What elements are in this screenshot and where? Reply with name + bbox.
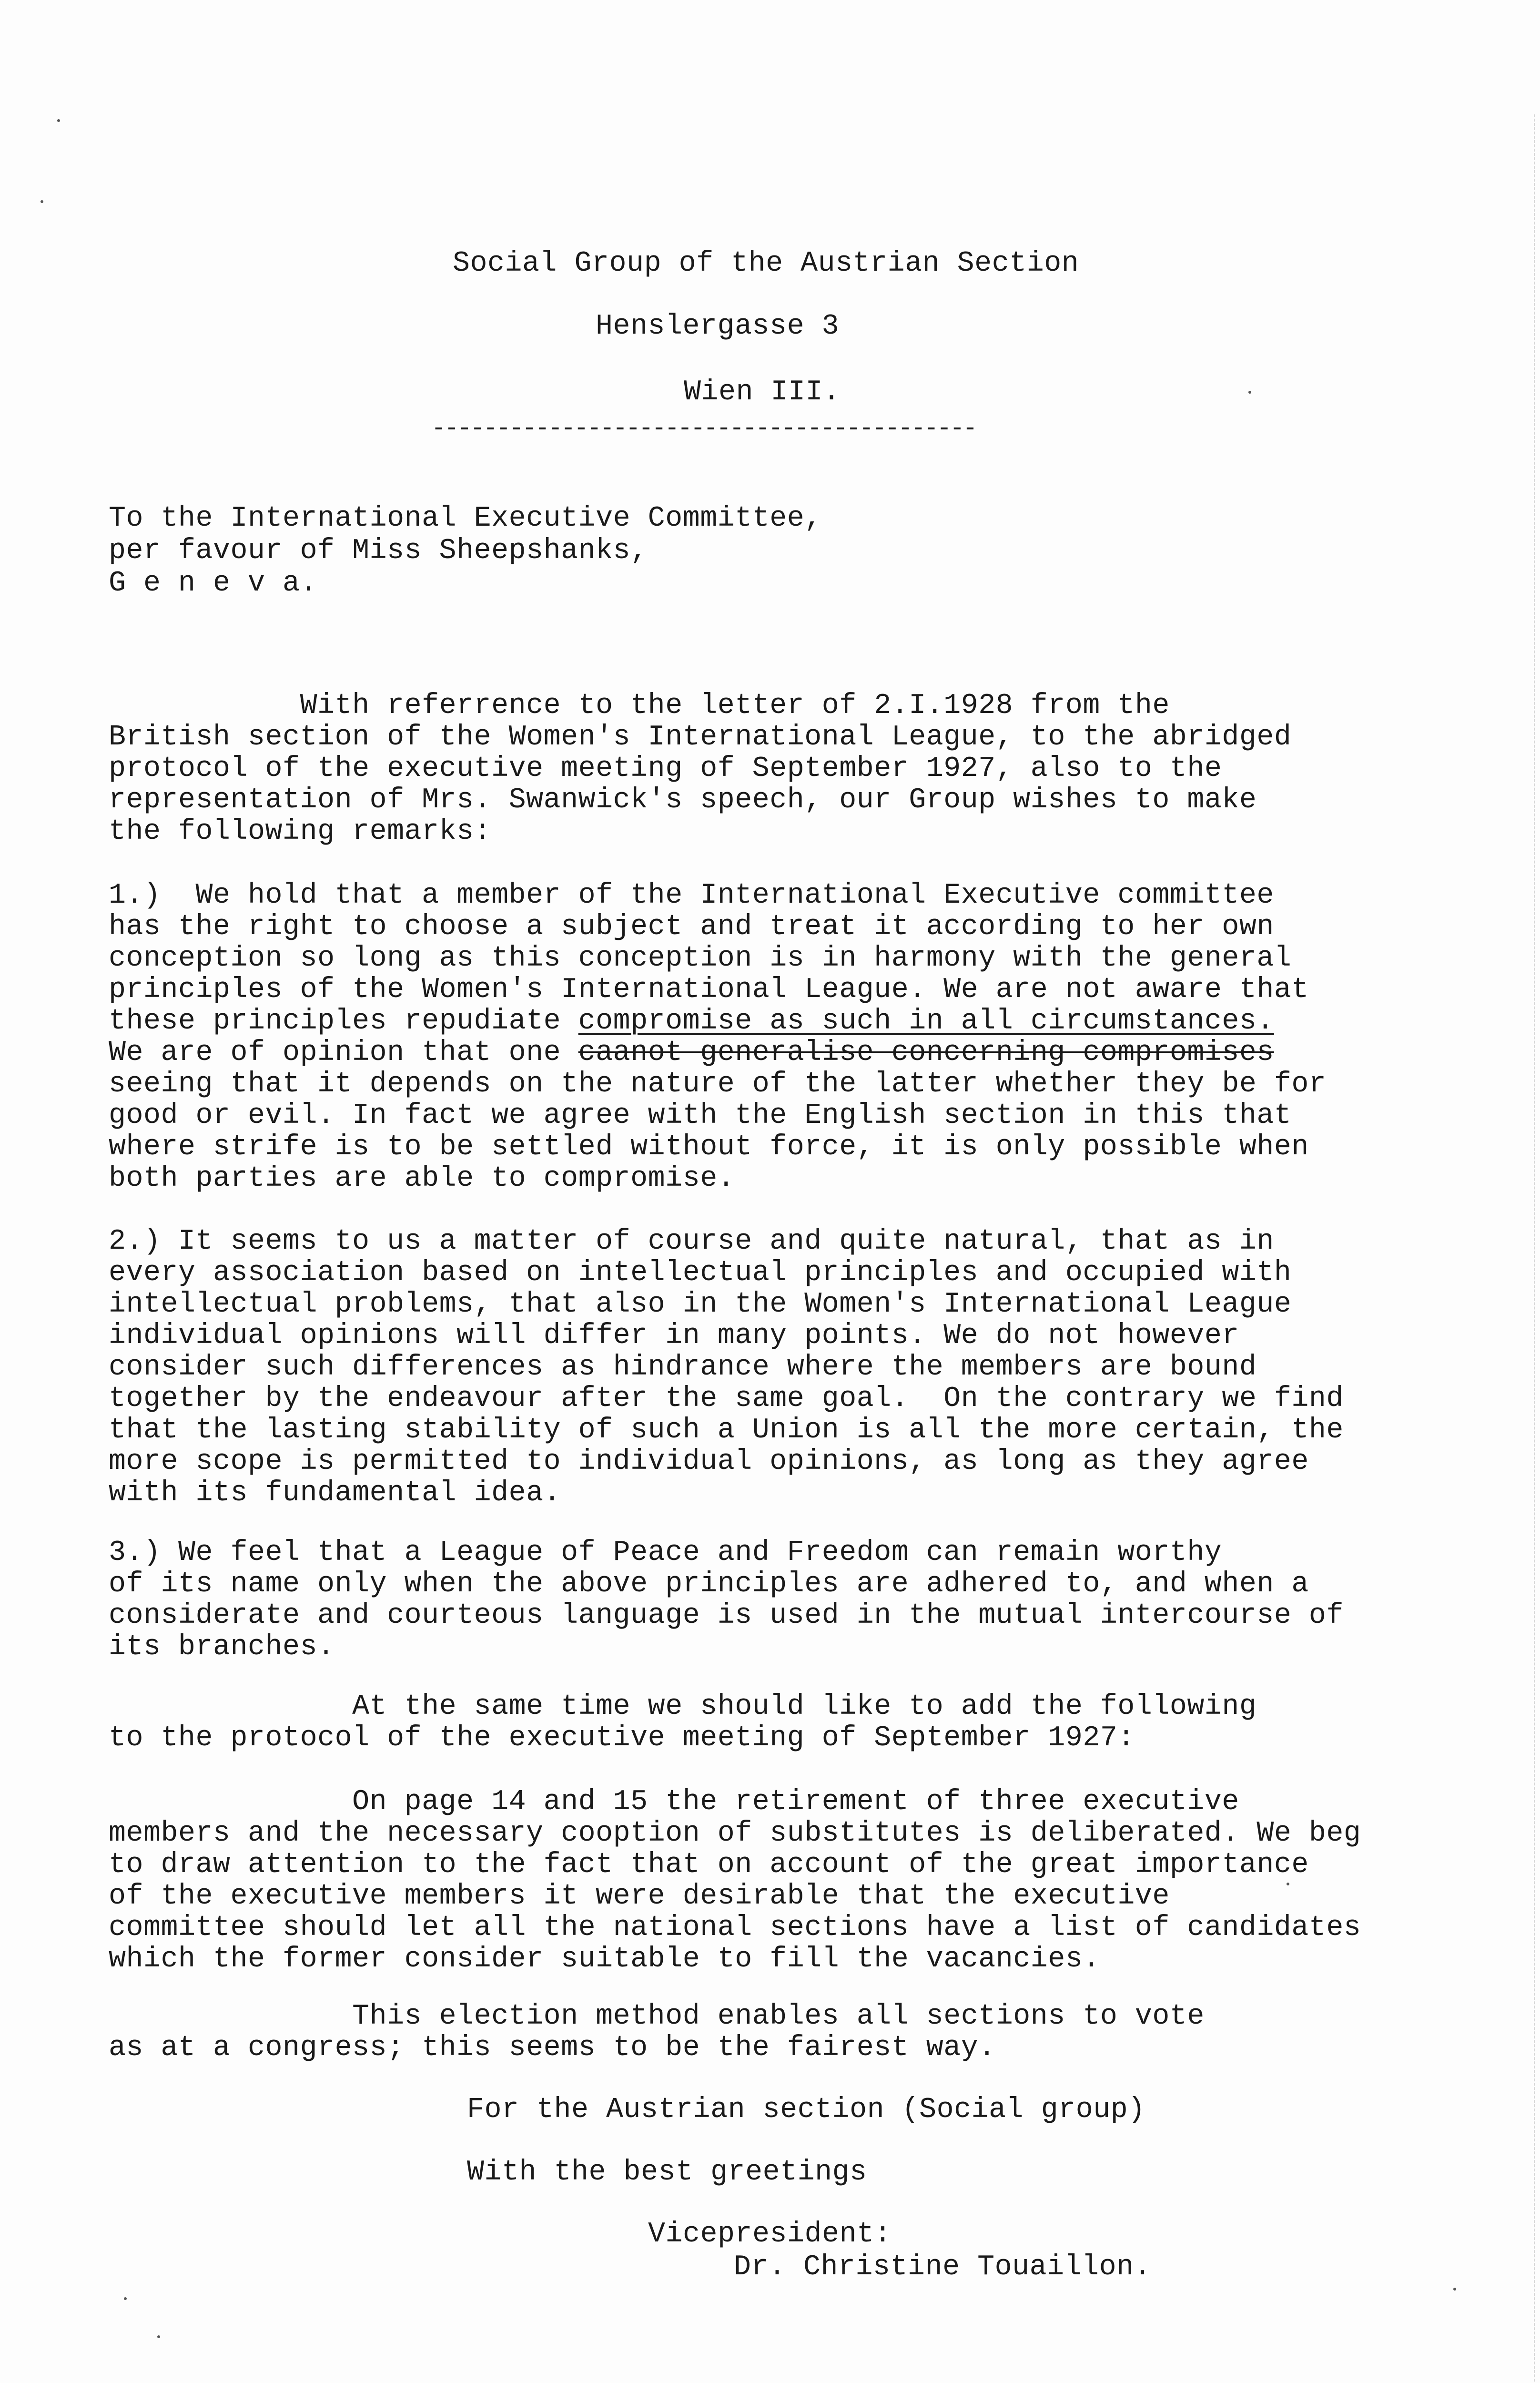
- page-note-line: committee should let all the national sections have a list of candidates: [109, 1912, 1361, 1944]
- election-line: This election method enables all sections to vote: [109, 2000, 1205, 2033]
- underlined-phrase: compromise as such in all circumstances.: [578, 1005, 1274, 1038]
- page-note-line: members and the necessary cooption of substitutes is deliberated. We beg: [109, 1817, 1361, 1850]
- point1-line: [109, 1037, 1274, 1069]
- point2-line: 2.) It seems to us a matter of course and quite natural, that as in: [109, 1225, 1274, 1258]
- election-line: as at a congress; this seems to be the fairest way.: [109, 2032, 996, 2064]
- closing-for-line: For the Austrian section (Social group): [467, 2094, 1145, 2126]
- header-street: Henslergasse 3: [596, 310, 840, 343]
- struck-phrase: caanot generalise concerning compromises: [578, 1037, 1274, 1069]
- point2-line: individual opinions will differ in many points. We do not however: [109, 1320, 1239, 1352]
- page-note-line: which the former consider suitable to fill the vacancies.: [109, 1943, 1100, 1976]
- closing-greeting: With the best greetings: [467, 2156, 867, 2189]
- scan-speck: [157, 2335, 160, 2338]
- point2-line: with its fundamental idea.: [109, 1477, 561, 1509]
- point3-line: its branches.: [109, 1631, 335, 1663]
- point3-line: considerate and courteous language is used in the mutual intercourse of: [109, 1599, 1344, 1632]
- point3-line: 3.) We feel that a League of Peace and Freedom can remain worthy: [109, 1537, 1222, 1569]
- intro-line: British section of the Women's International League, to the abridged: [109, 721, 1292, 754]
- point1-line: principles of the Women's International League. We are not aware that: [109, 974, 1309, 1006]
- point1-line: good or evil. In fact we agree with the English section in this that: [109, 1100, 1292, 1132]
- intro-line: representation of Mrs. Swanwick's speech, our Group wishes to make: [109, 784, 1257, 816]
- scan-speck: [41, 200, 43, 203]
- address-line-3: G e n e v a.: [109, 567, 318, 600]
- point1-line: [109, 1006, 1274, 1037]
- point3-line: of its name only when the above principles are adhered to, and when a: [109, 1568, 1309, 1600]
- point1-line: conception so long as this conception is in harmony with the general: [109, 942, 1292, 975]
- point2-line: more scope is permitted to individual opinions, as long as they agree: [109, 1446, 1309, 1478]
- scan-speck: [1248, 391, 1251, 394]
- scan-speck: [124, 2297, 127, 2300]
- scan-speck: [1453, 2288, 1456, 2291]
- scan-speck: [1287, 1883, 1289, 1885]
- header-city: Wien III.: [684, 376, 841, 408]
- addendum-line: At the same time we should like to add the following: [109, 1691, 1257, 1723]
- header-title: Social Group of the Austrian Section: [453, 247, 1079, 280]
- point2-line: together by the endeavour after the same goal. On the contrary we find: [109, 1383, 1344, 1415]
- point1-line: 1.) We hold that a member of the International Executive committee: [109, 879, 1274, 912]
- addendum-line: to the protocol of the executive meeting of September 1927:: [109, 1722, 1135, 1754]
- intro-line: With referrence to the letter of 2.I.1928 from the: [109, 690, 1170, 722]
- point1-line: seeing that it depends on the nature of the latter whether they be for: [109, 1068, 1327, 1100]
- point2-line: consider such differences as hindrance where the members are bound: [109, 1351, 1257, 1384]
- point2-line: every association based on intellectual principles and occupied with: [109, 1257, 1292, 1289]
- point1-line: where strife is to be settled without force, it is only possible when: [109, 1131, 1309, 1163]
- address-line-1: To the International Executive Committee,: [109, 502, 822, 535]
- point1-text: these principles repudiate: [109, 1005, 578, 1038]
- point1-line: both parties are able to compromise.: [109, 1162, 735, 1195]
- point2-line: that the lasting stability of such a Union is all the more certain, the: [109, 1414, 1344, 1446]
- header-rule: ------------------------------------------: [431, 415, 976, 443]
- intro-line: protocol of the executive meeting of September 1927, also to the: [109, 753, 1222, 785]
- scan-speck: [57, 119, 60, 122]
- signatory-name: Dr. Christine Touaillon.: [734, 2251, 1152, 2283]
- page-note-line: of the executive members it were desirable that the executive: [109, 1880, 1170, 1913]
- point2-line: intellectual problems, that also in the Women's International League: [109, 1288, 1292, 1321]
- point1-text: We are of opinion that one: [109, 1037, 578, 1069]
- point1-line: has the right to choose a subject and treat it according to her own: [109, 911, 1274, 943]
- scan-edge-marks: [1520, 114, 1535, 2383]
- page-note-line: On page 14 and 15 the retirement of three executive: [109, 1786, 1239, 1818]
- page-note-line: to draw attention to the fact that on account of the great importance: [109, 1849, 1309, 1881]
- address-line-2: per favour of Miss Sheepshanks,: [109, 535, 648, 567]
- signatory-title: Vicepresident:: [648, 2218, 892, 2251]
- intro-line: the following remarks:: [109, 815, 492, 848]
